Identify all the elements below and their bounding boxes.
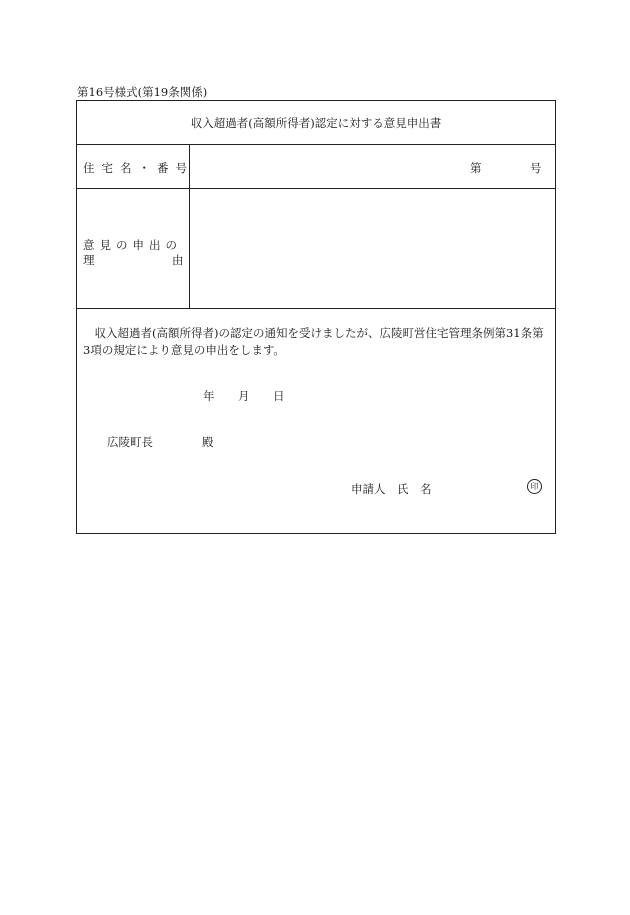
housing-label: 住宅名・番号 — [83, 161, 194, 175]
addressee-name: 広陵町長 — [107, 435, 153, 449]
form-title-row — [77, 101, 555, 145]
date-year-label: 年 — [203, 389, 215, 403]
form-number-label: 第16号様式(第19条関係) — [77, 85, 208, 99]
addressee-honorific: 殿 — [202, 435, 214, 449]
reason-label-cell — [77, 189, 190, 308]
reason-label-line2-left: 理 — [83, 253, 95, 267]
date-day-label: 日 — [273, 389, 285, 403]
application-form — [76, 100, 556, 534]
reason-label-line1: 意見の申出の — [83, 238, 182, 252]
housing-number-prefix: 第 — [470, 161, 482, 175]
reason-row — [77, 189, 555, 309]
reason-label-line2-right: 由 — [172, 253, 184, 267]
housing-label-cell — [77, 145, 194, 188]
reason-input-area[interactable] — [190, 189, 555, 308]
housing-number-suffix: 号 — [530, 161, 542, 175]
applicant-label: 申請人 — [351, 482, 386, 496]
date-month-label: 月 — [238, 389, 250, 403]
form-title: 収入超過者(高額所得者)認定に対する意見申出書 — [190, 115, 442, 130]
housing-value-cell[interactable] — [190, 145, 555, 188]
applicant-name-label: 氏 名 — [397, 482, 432, 496]
seal-mark: 印 — [527, 479, 542, 494]
declaration-text: 収入超過者(高額所得者)の認定の通知を受けましたが、広陵町営住宅管理条例第31条第3項の規定により意見の申出をします。 — [83, 326, 544, 357]
housing-row — [77, 145, 555, 189]
